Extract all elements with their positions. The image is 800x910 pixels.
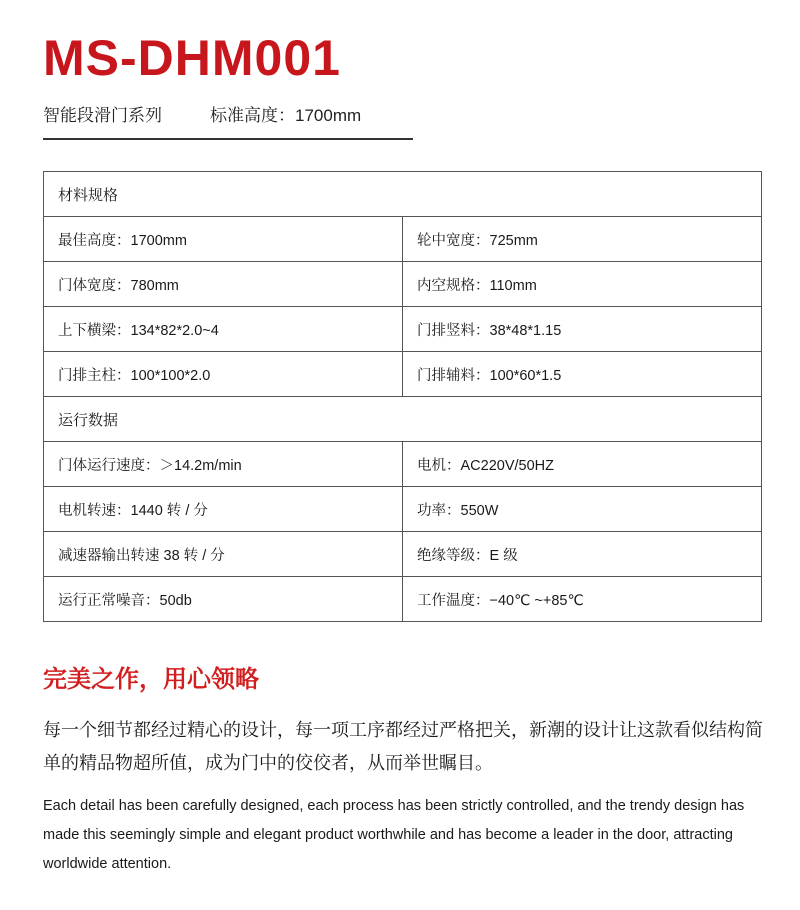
table-cell: 绝缘等级：E 级: [403, 532, 762, 577]
section-operation: 运行数据: [44, 397, 762, 442]
table-cell: 轮中宽度：725mm: [403, 217, 762, 262]
table-cell: 上下横梁：134*82*2.0~4: [44, 307, 403, 352]
spec-table: [43, 171, 762, 622]
table-cell: 工作温度：−40℃ ~+85℃: [403, 577, 762, 622]
table-cell: 最佳高度：1700mm: [44, 217, 403, 262]
table-section-row: [44, 397, 762, 442]
standard-height-label: 标准高度：1700mm: [210, 106, 362, 125]
table-row: [44, 217, 762, 262]
table-row: [44, 577, 762, 622]
table-row: [44, 262, 762, 307]
subtitle-row: [43, 104, 361, 128]
table-row: [44, 352, 762, 397]
table-section-row: [44, 172, 762, 217]
model-title: MS-DHM001: [43, 30, 341, 86]
table-row: [44, 532, 762, 577]
table-cell: 功率：550W: [403, 487, 762, 532]
table-cell: 运行正常噪音：50db: [44, 577, 403, 622]
table-row: [44, 307, 762, 352]
table-cell: 电机转速：1440 转 / 分: [44, 487, 403, 532]
header-divider: [43, 138, 413, 140]
table-cell: 门体运行速度：＞14.2m/min: [44, 442, 403, 487]
table-cell: 电机：AC220V/50HZ: [403, 442, 762, 487]
section-materials: 材料规格: [44, 172, 762, 217]
table-cell: 门排辅料：100*60*1.5: [403, 352, 762, 397]
table-row: [44, 442, 762, 487]
feature-slogan: 完美之作，用心领略: [43, 666, 259, 693]
chinese-description: 每一个细节都经过精心的设计，每一项工序都经过严格把关，新潮的设计让这款看似结构简单的精品物超所值，成为门中的佼佼者，从而举世瞩目。: [43, 720, 763, 773]
table-cell: 门排竖料：38*48*1.15: [403, 307, 762, 352]
table-cell: 门排主柱：100*100*2.0: [44, 352, 403, 397]
series-label: 智能段滑门系列: [43, 106, 162, 125]
table-row: [44, 487, 762, 532]
table-cell: 门体宽度：780mm: [44, 262, 403, 307]
english-description: Each detail has been carefully designed, each process has been strictly controlled, and the trendy design has made this seemingly simple and elegant product worthwhile and has become a leader in the door, attracting worldwide attention.: [43, 798, 745, 872]
table-cell: 减速器输出转速 38 转 / 分: [44, 532, 403, 577]
table-cell: 内空规格：110mm: [403, 262, 762, 307]
